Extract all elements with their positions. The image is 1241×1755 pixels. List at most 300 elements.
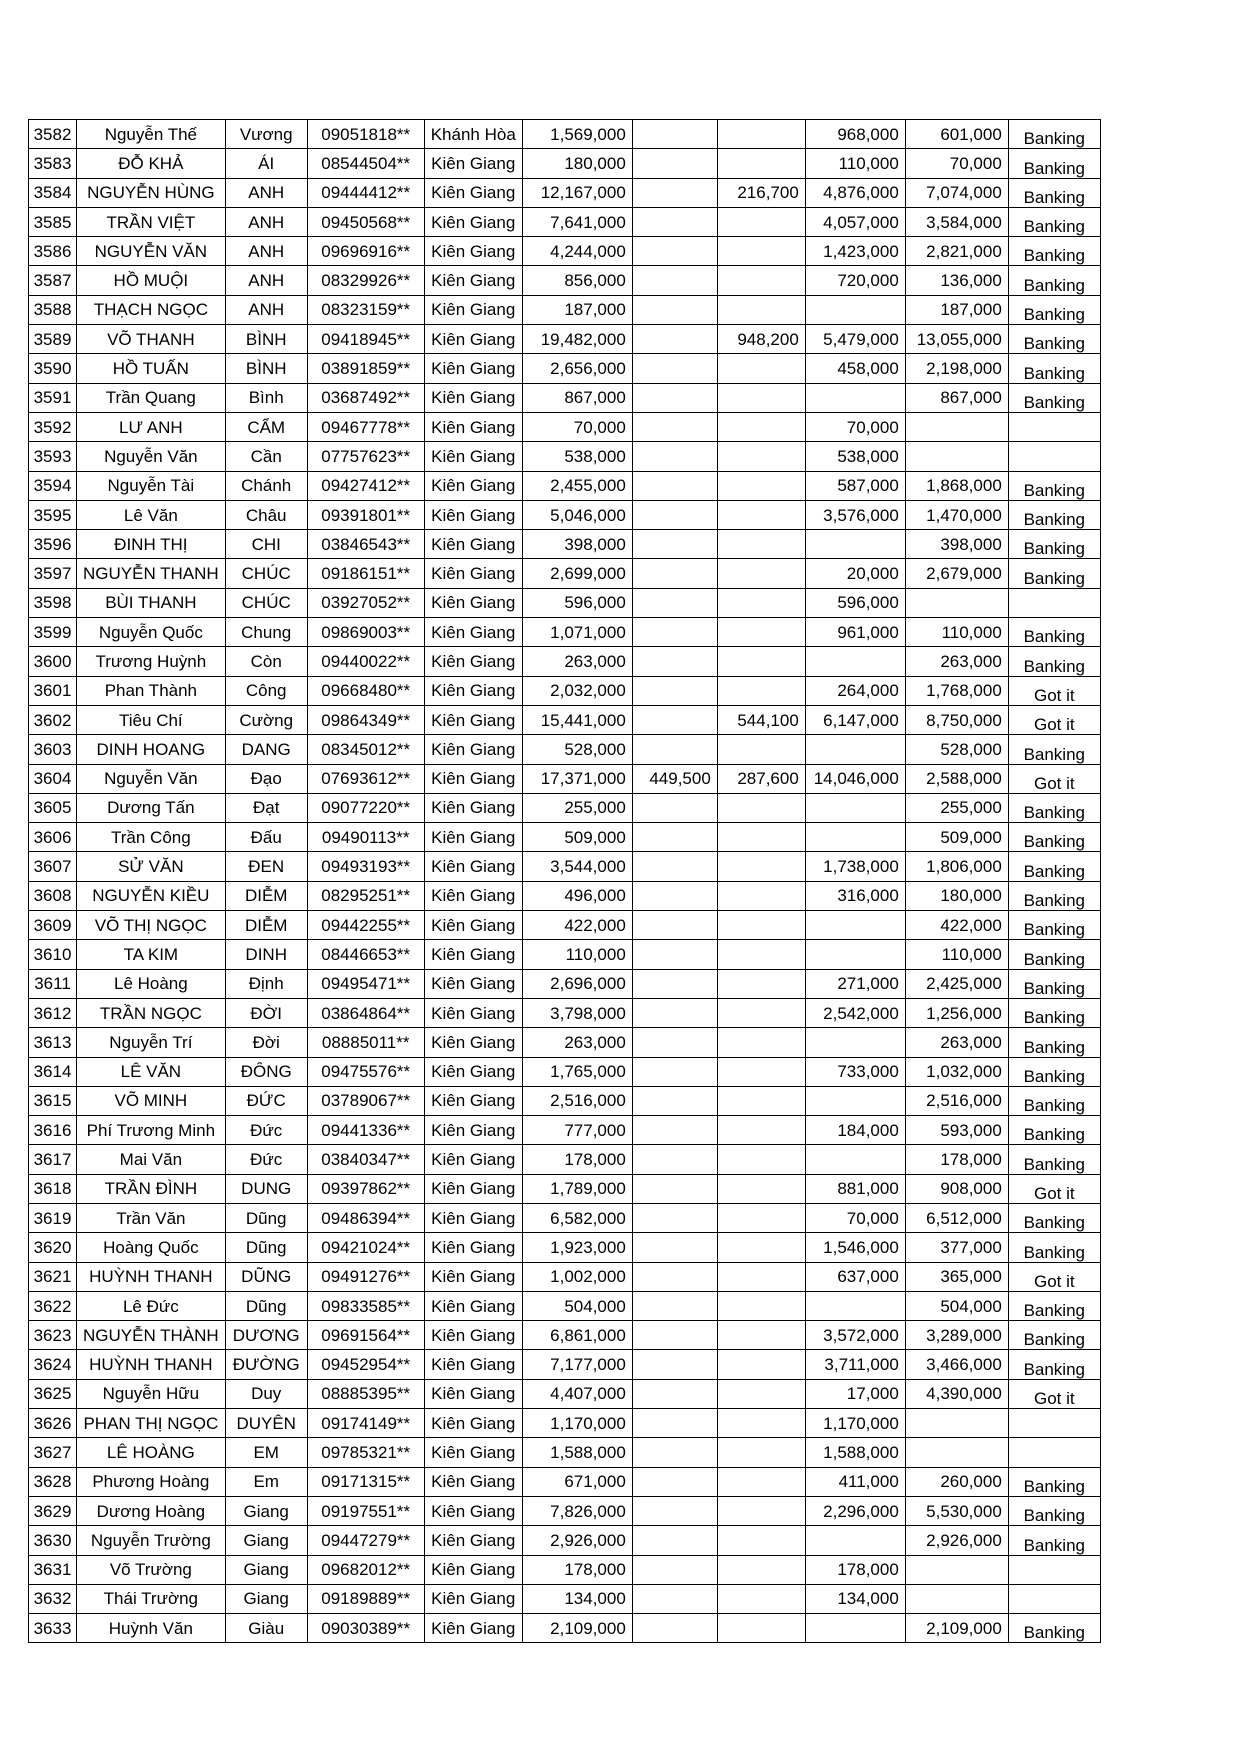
deduction-a-cell bbox=[632, 1203, 717, 1232]
table-row bbox=[29, 1145, 1101, 1174]
table-row bbox=[29, 120, 1101, 149]
deduction-a-cell bbox=[632, 1174, 717, 1203]
row-number-cell: 3627 bbox=[29, 1438, 77, 1467]
deduction-b-cell bbox=[717, 149, 805, 178]
table-row bbox=[29, 940, 1101, 969]
surname-cell: Nguyễn Văn bbox=[77, 442, 226, 471]
payment-status-cell: Banking bbox=[1008, 940, 1100, 969]
paid-amount-cell bbox=[805, 823, 905, 852]
remaining-amount-cell: 2,588,000 bbox=[905, 764, 1008, 793]
given-name-cell: Đạo bbox=[225, 764, 307, 793]
deduction-a-cell bbox=[632, 735, 717, 764]
paid-amount-cell: 70,000 bbox=[805, 412, 905, 441]
surname-cell: HỒ TUẤN bbox=[77, 354, 226, 383]
given-name-cell: DIỄM bbox=[225, 881, 307, 910]
given-name-cell: BÌNH bbox=[225, 325, 307, 354]
deduction-b-cell bbox=[717, 881, 805, 910]
phone-cell: 03840347** bbox=[307, 1145, 424, 1174]
paid-amount-cell: 881,000 bbox=[805, 1174, 905, 1203]
paid-amount-cell bbox=[805, 793, 905, 822]
row-number-cell: 3589 bbox=[29, 325, 77, 354]
row-number-cell: 3601 bbox=[29, 676, 77, 705]
total-amount-cell: 110,000 bbox=[522, 940, 632, 969]
total-amount-cell: 867,000 bbox=[522, 383, 632, 412]
table-row bbox=[29, 1203, 1101, 1232]
phone-cell: 03864864** bbox=[307, 998, 424, 1027]
surname-cell: Dương Hoàng bbox=[77, 1496, 226, 1525]
total-amount-cell: 19,482,000 bbox=[522, 325, 632, 354]
paid-amount-cell: 1,738,000 bbox=[805, 852, 905, 881]
deduction-a-cell bbox=[632, 149, 717, 178]
phone-cell: 09418945** bbox=[307, 325, 424, 354]
phone-cell: 09475576** bbox=[307, 1057, 424, 1086]
payment-status-cell: Banking bbox=[1008, 647, 1100, 676]
total-amount-cell: 2,516,000 bbox=[522, 1086, 632, 1115]
province-cell: Kiên Giang bbox=[424, 852, 522, 881]
deduction-b-cell bbox=[717, 1555, 805, 1584]
deduction-b-cell bbox=[717, 1467, 805, 1496]
surname-cell: HỒ MUỘI bbox=[77, 266, 226, 295]
province-cell: Kiên Giang bbox=[424, 1057, 522, 1086]
phone-cell: 09391801** bbox=[307, 500, 424, 529]
payment-status-cell bbox=[1008, 1555, 1100, 1584]
deduction-a-cell bbox=[632, 1262, 717, 1291]
table-row bbox=[29, 852, 1101, 881]
row-number-cell: 3623 bbox=[29, 1321, 77, 1350]
table-row bbox=[29, 1057, 1101, 1086]
phone-cell: 09030389** bbox=[307, 1614, 424, 1643]
paid-amount-cell: 271,000 bbox=[805, 969, 905, 998]
total-amount-cell: 4,407,000 bbox=[522, 1379, 632, 1408]
phone-cell: 09869003** bbox=[307, 618, 424, 647]
remaining-amount-cell: 5,530,000 bbox=[905, 1496, 1008, 1525]
paid-amount-cell: 3,576,000 bbox=[805, 500, 905, 529]
deduction-b-cell bbox=[717, 1145, 805, 1174]
table-row bbox=[29, 149, 1101, 178]
given-name-cell: ANH bbox=[225, 295, 307, 324]
total-amount-cell: 70,000 bbox=[522, 412, 632, 441]
phone-cell: 09450568** bbox=[307, 207, 424, 236]
surname-cell: ĐỖ KHẢ bbox=[77, 149, 226, 178]
table-row bbox=[29, 442, 1101, 471]
remaining-amount-cell: 8,750,000 bbox=[905, 705, 1008, 734]
payment-status-cell: Banking bbox=[1008, 1086, 1100, 1115]
province-cell: Kiên Giang bbox=[424, 1614, 522, 1643]
total-amount-cell: 2,109,000 bbox=[522, 1614, 632, 1643]
surname-cell: TRẦN VIỆT bbox=[77, 207, 226, 236]
row-number-cell: 3598 bbox=[29, 588, 77, 617]
paid-amount-cell: 178,000 bbox=[805, 1555, 905, 1584]
deduction-b-cell bbox=[717, 383, 805, 412]
phone-cell: 09864349** bbox=[307, 705, 424, 734]
payment-status-cell: Banking bbox=[1008, 1614, 1100, 1643]
remaining-amount-cell: 263,000 bbox=[905, 1028, 1008, 1057]
phone-cell: 09833585** bbox=[307, 1291, 424, 1320]
province-cell: Kiên Giang bbox=[424, 1028, 522, 1057]
table-row bbox=[29, 559, 1101, 588]
table-row bbox=[29, 295, 1101, 324]
row-number-cell: 3596 bbox=[29, 530, 77, 559]
table-row bbox=[29, 325, 1101, 354]
deduction-a-cell bbox=[632, 1409, 717, 1438]
given-name-cell: Giàu bbox=[225, 1614, 307, 1643]
province-cell: Kiên Giang bbox=[424, 354, 522, 383]
remaining-amount-cell: 1,768,000 bbox=[905, 676, 1008, 705]
surname-cell: VÕ MINH bbox=[77, 1086, 226, 1115]
phone-cell: 08885395** bbox=[307, 1379, 424, 1408]
province-cell: Kiên Giang bbox=[424, 530, 522, 559]
deduction-b-cell bbox=[717, 471, 805, 500]
paid-amount-cell: 1,423,000 bbox=[805, 237, 905, 266]
given-name-cell: ANH bbox=[225, 237, 307, 266]
payment-status-cell: Banking bbox=[1008, 500, 1100, 529]
surname-cell: Phương Hoàng bbox=[77, 1467, 226, 1496]
row-number-cell: 3624 bbox=[29, 1350, 77, 1379]
total-amount-cell: 1,569,000 bbox=[522, 120, 632, 149]
deduction-b-cell: 544,100 bbox=[717, 705, 805, 734]
total-amount-cell: 178,000 bbox=[522, 1555, 632, 1584]
province-cell: Kiên Giang bbox=[424, 1438, 522, 1467]
table-row bbox=[29, 764, 1101, 793]
total-amount-cell: 1,002,000 bbox=[522, 1262, 632, 1291]
phone-cell: 09785321** bbox=[307, 1438, 424, 1467]
row-number-cell: 3631 bbox=[29, 1555, 77, 1584]
paid-amount-cell: 3,572,000 bbox=[805, 1321, 905, 1350]
remaining-amount-cell: 504,000 bbox=[905, 1291, 1008, 1320]
surname-cell: VÕ THANH bbox=[77, 325, 226, 354]
province-cell: Kiên Giang bbox=[424, 940, 522, 969]
province-cell: Kiên Giang bbox=[424, 793, 522, 822]
paid-amount-cell: 637,000 bbox=[805, 1262, 905, 1291]
given-name-cell: Đức bbox=[225, 1116, 307, 1145]
given-name-cell: CẨM bbox=[225, 412, 307, 441]
deduction-b-cell bbox=[717, 647, 805, 676]
paid-amount-cell: 14,046,000 bbox=[805, 764, 905, 793]
given-name-cell: ĐỜI bbox=[225, 998, 307, 1027]
remaining-amount-cell: 2,425,000 bbox=[905, 969, 1008, 998]
remaining-amount-cell: 3,584,000 bbox=[905, 207, 1008, 236]
surname-cell: LƯ ANH bbox=[77, 412, 226, 441]
table-row bbox=[29, 207, 1101, 236]
row-number-cell: 3593 bbox=[29, 442, 77, 471]
deduction-b-cell bbox=[717, 823, 805, 852]
total-amount-cell: 1,170,000 bbox=[522, 1409, 632, 1438]
remaining-amount-cell: 4,390,000 bbox=[905, 1379, 1008, 1408]
paid-amount-cell: 961,000 bbox=[805, 618, 905, 647]
total-amount-cell: 1,765,000 bbox=[522, 1057, 632, 1086]
province-cell: Kiên Giang bbox=[424, 237, 522, 266]
deduction-b-cell bbox=[717, 940, 805, 969]
remaining-amount-cell: 2,109,000 bbox=[905, 1614, 1008, 1643]
paid-amount-cell: 2,542,000 bbox=[805, 998, 905, 1027]
total-amount-cell: 178,000 bbox=[522, 1145, 632, 1174]
given-name-cell: DUYÊN bbox=[225, 1409, 307, 1438]
province-cell: Kiên Giang bbox=[424, 1409, 522, 1438]
given-name-cell: Đức bbox=[225, 1145, 307, 1174]
province-cell: Kiên Giang bbox=[424, 1116, 522, 1145]
total-amount-cell: 504,000 bbox=[522, 1291, 632, 1320]
total-amount-cell: 7,641,000 bbox=[522, 207, 632, 236]
province-cell: Kiên Giang bbox=[424, 383, 522, 412]
phone-cell: 09421024** bbox=[307, 1233, 424, 1262]
deduction-b-cell bbox=[717, 998, 805, 1027]
deduction-b-cell bbox=[717, 1409, 805, 1438]
table-body bbox=[29, 120, 1101, 1643]
deduction-b-cell bbox=[717, 735, 805, 764]
row-number-cell: 3585 bbox=[29, 207, 77, 236]
table-row bbox=[29, 969, 1101, 998]
province-cell: Kiên Giang bbox=[424, 1584, 522, 1613]
given-name-cell: Giang bbox=[225, 1526, 307, 1555]
province-cell: Kiên Giang bbox=[424, 559, 522, 588]
given-name-cell: DUNG bbox=[225, 1174, 307, 1203]
province-cell: Kiên Giang bbox=[424, 1203, 522, 1232]
paid-amount-cell: 2,296,000 bbox=[805, 1496, 905, 1525]
province-cell: Kiên Giang bbox=[424, 823, 522, 852]
deduction-b-cell bbox=[717, 1233, 805, 1262]
deduction-b-cell bbox=[717, 1116, 805, 1145]
deduction-a-cell bbox=[632, 911, 717, 940]
given-name-cell: Dũng bbox=[225, 1291, 307, 1320]
paid-amount-cell bbox=[805, 911, 905, 940]
phone-cell: 09444412** bbox=[307, 178, 424, 207]
phone-cell: 09495471** bbox=[307, 969, 424, 998]
phone-cell: 09447279** bbox=[307, 1526, 424, 1555]
remaining-amount-cell: 2,198,000 bbox=[905, 354, 1008, 383]
paid-amount-cell: 596,000 bbox=[805, 588, 905, 617]
row-number-cell: 3592 bbox=[29, 412, 77, 441]
phone-cell: 08885011** bbox=[307, 1028, 424, 1057]
payment-status-cell: Banking bbox=[1008, 1203, 1100, 1232]
table-row bbox=[29, 1467, 1101, 1496]
payment-status-cell bbox=[1008, 412, 1100, 441]
surname-cell: Nguyễn Thế bbox=[77, 120, 226, 149]
paid-amount-cell: 1,588,000 bbox=[805, 1438, 905, 1467]
province-cell: Kiên Giang bbox=[424, 1555, 522, 1584]
deduction-a-cell bbox=[632, 1086, 717, 1115]
row-number-cell: 3586 bbox=[29, 237, 77, 266]
deduction-b-cell bbox=[717, 1438, 805, 1467]
deduction-b-cell bbox=[717, 1526, 805, 1555]
province-cell: Kiên Giang bbox=[424, 266, 522, 295]
deduction-b-cell: 216,700 bbox=[717, 178, 805, 207]
payment-status-cell bbox=[1008, 1409, 1100, 1438]
province-cell: Kiên Giang bbox=[424, 1379, 522, 1408]
surname-cell: BÙI THANH bbox=[77, 588, 226, 617]
given-name-cell: Giang bbox=[225, 1555, 307, 1584]
surname-cell: ĐINH THỊ bbox=[77, 530, 226, 559]
remaining-amount-cell: 2,821,000 bbox=[905, 237, 1008, 266]
deduction-a-cell bbox=[632, 618, 717, 647]
table-row bbox=[29, 588, 1101, 617]
remaining-amount-cell: 398,000 bbox=[905, 530, 1008, 559]
paid-amount-cell bbox=[805, 940, 905, 969]
given-name-cell: Cần bbox=[225, 442, 307, 471]
province-cell: Kiên Giang bbox=[424, 1321, 522, 1350]
total-amount-cell: 1,071,000 bbox=[522, 618, 632, 647]
remaining-amount-cell bbox=[905, 1409, 1008, 1438]
deduction-b-cell bbox=[717, 1028, 805, 1057]
total-amount-cell: 187,000 bbox=[522, 295, 632, 324]
province-cell: Kiên Giang bbox=[424, 618, 522, 647]
row-number-cell: 3595 bbox=[29, 500, 77, 529]
given-name-cell: ĐƯỜNG bbox=[225, 1350, 307, 1379]
surname-cell: Nguyễn Quốc bbox=[77, 618, 226, 647]
deduction-a-cell bbox=[632, 823, 717, 852]
province-cell: Kiên Giang bbox=[424, 325, 522, 354]
total-amount-cell: 2,455,000 bbox=[522, 471, 632, 500]
given-name-cell: ĐÔNG bbox=[225, 1057, 307, 1086]
table-row bbox=[29, 1584, 1101, 1613]
table-row bbox=[29, 1496, 1101, 1525]
row-number-cell: 3610 bbox=[29, 940, 77, 969]
phone-cell: 09696916** bbox=[307, 237, 424, 266]
payment-status-cell: Banking bbox=[1008, 618, 1100, 647]
surname-cell: NGUYỄN HÙNG bbox=[77, 178, 226, 207]
total-amount-cell: 4,244,000 bbox=[522, 237, 632, 266]
province-cell: Kiên Giang bbox=[424, 881, 522, 910]
deduction-b-cell bbox=[717, 1262, 805, 1291]
deduction-b-cell bbox=[717, 1496, 805, 1525]
table-row bbox=[29, 1438, 1101, 1467]
table-row bbox=[29, 1262, 1101, 1291]
phone-cell: 09174149** bbox=[307, 1409, 424, 1438]
surname-cell: HUỲNH THANH bbox=[77, 1350, 226, 1379]
surname-cell: Nguyễn Tài bbox=[77, 471, 226, 500]
remaining-amount-cell: 6,512,000 bbox=[905, 1203, 1008, 1232]
paid-amount-cell bbox=[805, 295, 905, 324]
deduction-a-cell bbox=[632, 530, 717, 559]
total-amount-cell: 7,177,000 bbox=[522, 1350, 632, 1379]
surname-cell: THẠCH NGỌC bbox=[77, 295, 226, 324]
province-cell: Kiên Giang bbox=[424, 735, 522, 764]
total-amount-cell: 671,000 bbox=[522, 1467, 632, 1496]
surname-cell: VÕ THỊ NGỌC bbox=[77, 911, 226, 940]
payment-status-cell: Banking bbox=[1008, 1496, 1100, 1525]
payment-status-cell: Banking bbox=[1008, 354, 1100, 383]
row-number-cell: 3614 bbox=[29, 1057, 77, 1086]
payment-status-cell: Banking bbox=[1008, 1057, 1100, 1086]
province-cell: Kiên Giang bbox=[424, 1350, 522, 1379]
payment-status-cell: Banking bbox=[1008, 852, 1100, 881]
given-name-cell: Giang bbox=[225, 1496, 307, 1525]
surname-cell: DINH HOANG bbox=[77, 735, 226, 764]
surname-cell: TA KIM bbox=[77, 940, 226, 969]
row-number-cell: 3600 bbox=[29, 647, 77, 676]
deduction-b-cell bbox=[717, 237, 805, 266]
surname-cell: Thái Trường bbox=[77, 1584, 226, 1613]
deduction-a-cell bbox=[632, 178, 717, 207]
table-row bbox=[29, 911, 1101, 940]
row-number-cell: 3619 bbox=[29, 1203, 77, 1232]
deduction-a-cell bbox=[632, 1321, 717, 1350]
surname-cell: Phí Trương Minh bbox=[77, 1116, 226, 1145]
payment-status-cell: Banking bbox=[1008, 735, 1100, 764]
row-number-cell: 3597 bbox=[29, 559, 77, 588]
remaining-amount-cell: 3,289,000 bbox=[905, 1321, 1008, 1350]
row-number-cell: 3607 bbox=[29, 852, 77, 881]
payment-status-cell: Banking bbox=[1008, 881, 1100, 910]
paid-amount-cell: 1,546,000 bbox=[805, 1233, 905, 1262]
paid-amount-cell bbox=[805, 1526, 905, 1555]
given-name-cell: DƯƠNG bbox=[225, 1321, 307, 1350]
deduction-a-cell: 449,500 bbox=[632, 764, 717, 793]
remaining-amount-cell: 7,074,000 bbox=[905, 178, 1008, 207]
province-cell: Kiên Giang bbox=[424, 1496, 522, 1525]
phone-cell: 09691564** bbox=[307, 1321, 424, 1350]
province-cell: Kiên Giang bbox=[424, 295, 522, 324]
row-number-cell: 3602 bbox=[29, 705, 77, 734]
remaining-amount-cell: 187,000 bbox=[905, 295, 1008, 324]
surname-cell: Trần Công bbox=[77, 823, 226, 852]
surname-cell: Trương Huỳnh bbox=[77, 647, 226, 676]
given-name-cell: DIỄM bbox=[225, 911, 307, 940]
table-row bbox=[29, 530, 1101, 559]
row-number-cell: 3582 bbox=[29, 120, 77, 149]
row-number-cell: 3594 bbox=[29, 471, 77, 500]
payment-table bbox=[28, 119, 1101, 1643]
deduction-a-cell bbox=[632, 676, 717, 705]
table-row bbox=[29, 1526, 1101, 1555]
province-cell: Kiên Giang bbox=[424, 149, 522, 178]
deduction-b-cell bbox=[717, 354, 805, 383]
phone-cell: 03927052** bbox=[307, 588, 424, 617]
payment-status-cell: Banking bbox=[1008, 969, 1100, 998]
remaining-amount-cell: 180,000 bbox=[905, 881, 1008, 910]
deduction-a-cell bbox=[632, 940, 717, 969]
surname-cell: NGUYỄN VĂN bbox=[77, 237, 226, 266]
deduction-a-cell bbox=[632, 1584, 717, 1613]
deduction-b-cell bbox=[717, 1350, 805, 1379]
row-number-cell: 3613 bbox=[29, 1028, 77, 1057]
table-row bbox=[29, 1028, 1101, 1057]
row-number-cell: 3608 bbox=[29, 881, 77, 910]
given-name-cell: Dũng bbox=[225, 1233, 307, 1262]
surname-cell: TRẦN ĐÌNH bbox=[77, 1174, 226, 1203]
deduction-a-cell bbox=[632, 471, 717, 500]
row-number-cell: 3584 bbox=[29, 178, 77, 207]
phone-cell: 09441336** bbox=[307, 1116, 424, 1145]
row-number-cell: 3609 bbox=[29, 911, 77, 940]
total-amount-cell: 12,167,000 bbox=[522, 178, 632, 207]
table-row bbox=[29, 705, 1101, 734]
total-amount-cell: 6,861,000 bbox=[522, 1321, 632, 1350]
province-cell: Kiên Giang bbox=[424, 1086, 522, 1115]
province-cell: Kiên Giang bbox=[424, 911, 522, 940]
paid-amount-cell bbox=[805, 1145, 905, 1174]
deduction-b-cell bbox=[717, 793, 805, 822]
province-cell: Kiên Giang bbox=[424, 998, 522, 1027]
deduction-b-cell bbox=[717, 1584, 805, 1613]
paid-amount-cell: 110,000 bbox=[805, 149, 905, 178]
table-row bbox=[29, 471, 1101, 500]
phone-cell: 08295251** bbox=[307, 881, 424, 910]
deduction-a-cell bbox=[632, 998, 717, 1027]
payment-status-cell: Banking bbox=[1008, 1145, 1100, 1174]
phone-cell: 03891859** bbox=[307, 354, 424, 383]
surname-cell: Lê Hoàng bbox=[77, 969, 226, 998]
payment-status-cell: Got it bbox=[1008, 1262, 1100, 1291]
row-number-cell: 3632 bbox=[29, 1584, 77, 1613]
remaining-amount-cell: 422,000 bbox=[905, 911, 1008, 940]
table-row bbox=[29, 1614, 1101, 1643]
deduction-a-cell bbox=[632, 559, 717, 588]
phone-cell: 09682012** bbox=[307, 1555, 424, 1584]
payment-status-cell: Banking bbox=[1008, 237, 1100, 266]
row-number-cell: 3590 bbox=[29, 354, 77, 383]
surname-cell: Nguyễn Trí bbox=[77, 1028, 226, 1057]
total-amount-cell: 777,000 bbox=[522, 1116, 632, 1145]
